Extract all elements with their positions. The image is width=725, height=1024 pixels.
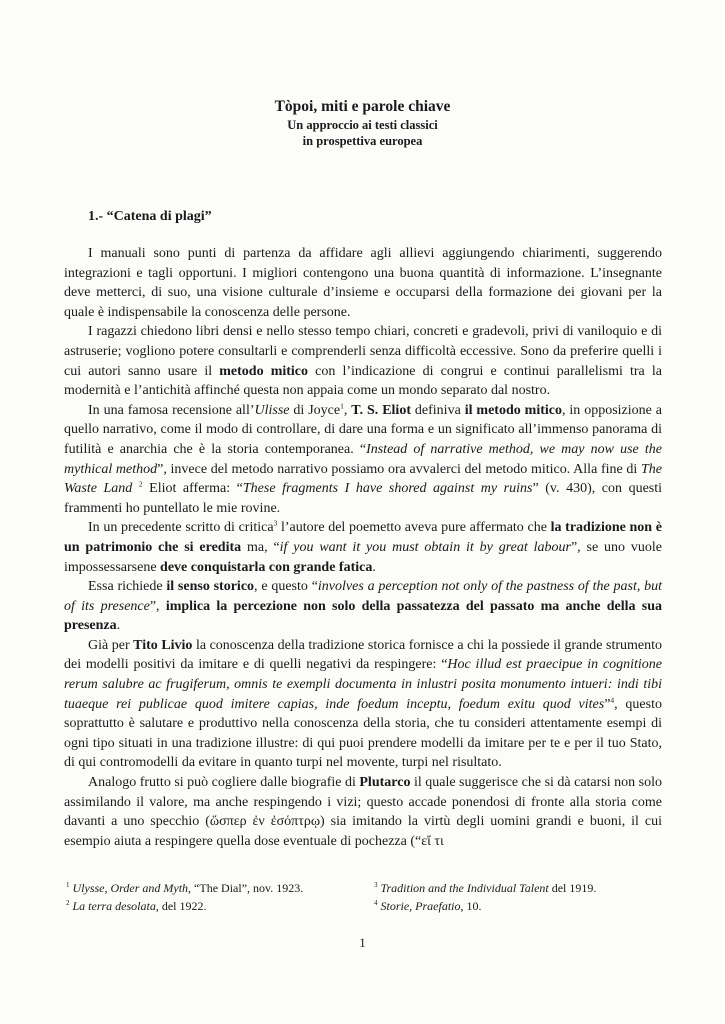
footnote-ref[interactable]: 3 [273, 518, 278, 528]
footnote-ref[interactable]: 1 [340, 401, 344, 411]
italic-quote: Instead of narrative method, we may now use the mythical method [64, 441, 662, 477]
subtitle-line-2: in prospettiva europea [302, 134, 423, 148]
text-run: Già per [88, 637, 134, 653]
bold-term: il senso storico [166, 579, 255, 595]
text-run: ” [604, 696, 611, 712]
footnote-2 [66, 897, 303, 915]
footnote-ref[interactable]: 4 [610, 695, 615, 704]
subtitle-line-1: Un approccio ai testi classici [287, 118, 438, 132]
paragraph-3 [64, 401, 662, 519]
bold-term: la tradizione non è un patrimonio che si eredita [64, 520, 662, 555]
italic-quote: if you want it you must obtain it by great labour [279, 539, 571, 555]
text-run: l’autore del poemetto aveva pure affermato che [277, 520, 551, 536]
paragraph-1 [64, 244, 662, 322]
footnote-mark: 1 [66, 881, 70, 889]
footnotes-column-left [66, 879, 303, 915]
bold-term: metodo mitico [219, 363, 309, 379]
footnote-text: , del 1922. [155, 899, 207, 913]
text-run: , [343, 402, 352, 418]
text-run: In un precedente scritto di critica [88, 520, 274, 536]
bold-term: deve conquistarla con grande fatica [160, 559, 373, 575]
text-run: I manuali sono punti di partenza da affidare agli allievi aggiungendo chiarimenti, suggerendo integrazioni e tagli opportuni. I migliori contengono una buona quantità di informazione. L’insegnante deve metterci, di suo, una visione culturale d’insieme e occuparsi della formazione dei giovani per la quale è indispensabile la conoscenza delle persone. [64, 246, 662, 320]
text-run: ”, invece del metodo narrativo possiamo ora avvalerci del metodo mitico. Alla fine di [157, 461, 641, 477]
page-number: 1 [359, 936, 366, 950]
footnote-3 [374, 879, 596, 897]
text-run: il quale suggerisce che si dà catarsi non solo assimilando il valore, ma anche respingendo i vizi; questo accade ponendosi di fronte alla storia come davanti a uno specchio (ὥσπερ ἐν ἐσόπτρῳ) sia imitando la virtù degli uomini grandi e buoni, il cui esempio aiuta a respingere quella dose eventuale di pochezza (“εἴ τι [64, 775, 662, 849]
text-run: , in opposizione a quello narrativo, come il modo di controllare, di dare una forma e un significato all’immenso panorama di futilità e anarchia che è la storia contemporanea. “ [64, 402, 663, 457]
italic-title: Ulisse [254, 402, 290, 418]
text-run: con l’indicazione di congrui e continui parallelismi tra la modernità e l’antichità affinché questa non appaia come un mondo separato dal nostro. [64, 363, 662, 399]
text-run: I ragazzi chiedono libri densi e nello stesso tempo chiari, concreti e gradevoli, privi di vaniloquio e di astruserie; vogliono potere consultarli e comprenderli senza difficoltà eccessive. Sono da preferire quelli i cui autori sanno usare il [64, 324, 662, 379]
paragraph-5 [64, 577, 662, 636]
footnote-mark: 3 [374, 881, 378, 889]
text-run: definiva [411, 402, 465, 418]
bold-term: il metodo mitico [464, 402, 562, 418]
text-run: , e questo “ [254, 579, 318, 595]
text-run: la conoscenza della tradizione storica fornisce a chi la possiede il grande strumento dei modelli positivi da imitare e di quelli negativi da respingere: “ [64, 637, 662, 673]
text-run: . [116, 618, 121, 634]
footnote-title: Storie, Praefatio [380, 899, 461, 913]
text-run: ma, “ [241, 539, 280, 555]
footnote-4 [374, 897, 596, 915]
text-run: Eliot afferma: “ [142, 481, 243, 497]
footnotes-column-right [374, 879, 596, 915]
footnote-mark: 2 [66, 899, 70, 907]
footnote-title: Tradition and the Individual Talent [380, 881, 549, 895]
text-run: di Joyce [289, 402, 341, 418]
text-run: ”, [149, 598, 166, 614]
bold-term: Plutarco [359, 775, 411, 791]
bold-term: Tito Livio [133, 637, 193, 653]
footnote-1 [66, 879, 303, 897]
paragraph-2 [64, 322, 662, 400]
section-heading: 1.- “Catena di plagi” [88, 209, 212, 224]
text-run: ”, se uno vuole impossessarsene [64, 539, 662, 575]
italic-title: The Waste Land [64, 461, 662, 497]
page-title: Tòpoi, miti e parole chiave [274, 98, 451, 115]
text-run: Essa richiede [88, 579, 167, 595]
text-run: In una famosa recensione all’ [88, 402, 255, 418]
footnote-text: del 1919. [548, 881, 597, 895]
footnote-title: Ulysse, Order and Myth [72, 881, 189, 895]
bold-term: T. S. Eliot [351, 402, 411, 418]
text-run: Analogo frutto si può cogliere dalle biografie di [88, 775, 360, 791]
paragraph-7 [64, 773, 662, 851]
footnote-title: La terra desolata [72, 899, 156, 913]
italic-quote: Hoc illud est praecipue in cognitione rerum salubre ac frugiferum, omnis te exempli documenta in inlustri posita monumento intueri: indi tibi tuaeque rei publicae quod imitere capias, inde foedum inceptu, foedum exitu quod vites [64, 657, 663, 712]
text-run: ” (v. 430), con questi frammenti ho puntellato le mie rovine. [64, 481, 663, 516]
paragraph-4 [64, 518, 662, 577]
footnote-text: , 10. [460, 899, 482, 913]
body-text [64, 244, 662, 851]
paragraph-6 [64, 636, 662, 773]
footnote-mark: 4 [374, 899, 378, 907]
text-run: , questo soprattutto è salutare e produttivo nella conoscenza della storia, che tu consideri attentamente esempi di ogni tipo situati in una tradizione illustre: di qui puoi prendere modelli da imitare per te e per il tuo Stato, di qui contromodelli da evitare in quanto turpi nel movente, turpi nel risultato. [64, 696, 662, 771]
italic-quote: involves a perception not only of the pastness of the past, but of its presence [64, 579, 663, 614]
bold-term: implica la percezione non solo della passatezza del passato ma anche della sua presenza [64, 598, 662, 634]
footnote-text: , “The Dial”, nov. 1923. [188, 881, 304, 895]
text-run: . [372, 559, 376, 575]
footnote-ref[interactable]: 2 [138, 479, 143, 489]
italic-quote: These fragments I have shored against my ruins [242, 481, 533, 497]
title-block [0, 97, 725, 149]
